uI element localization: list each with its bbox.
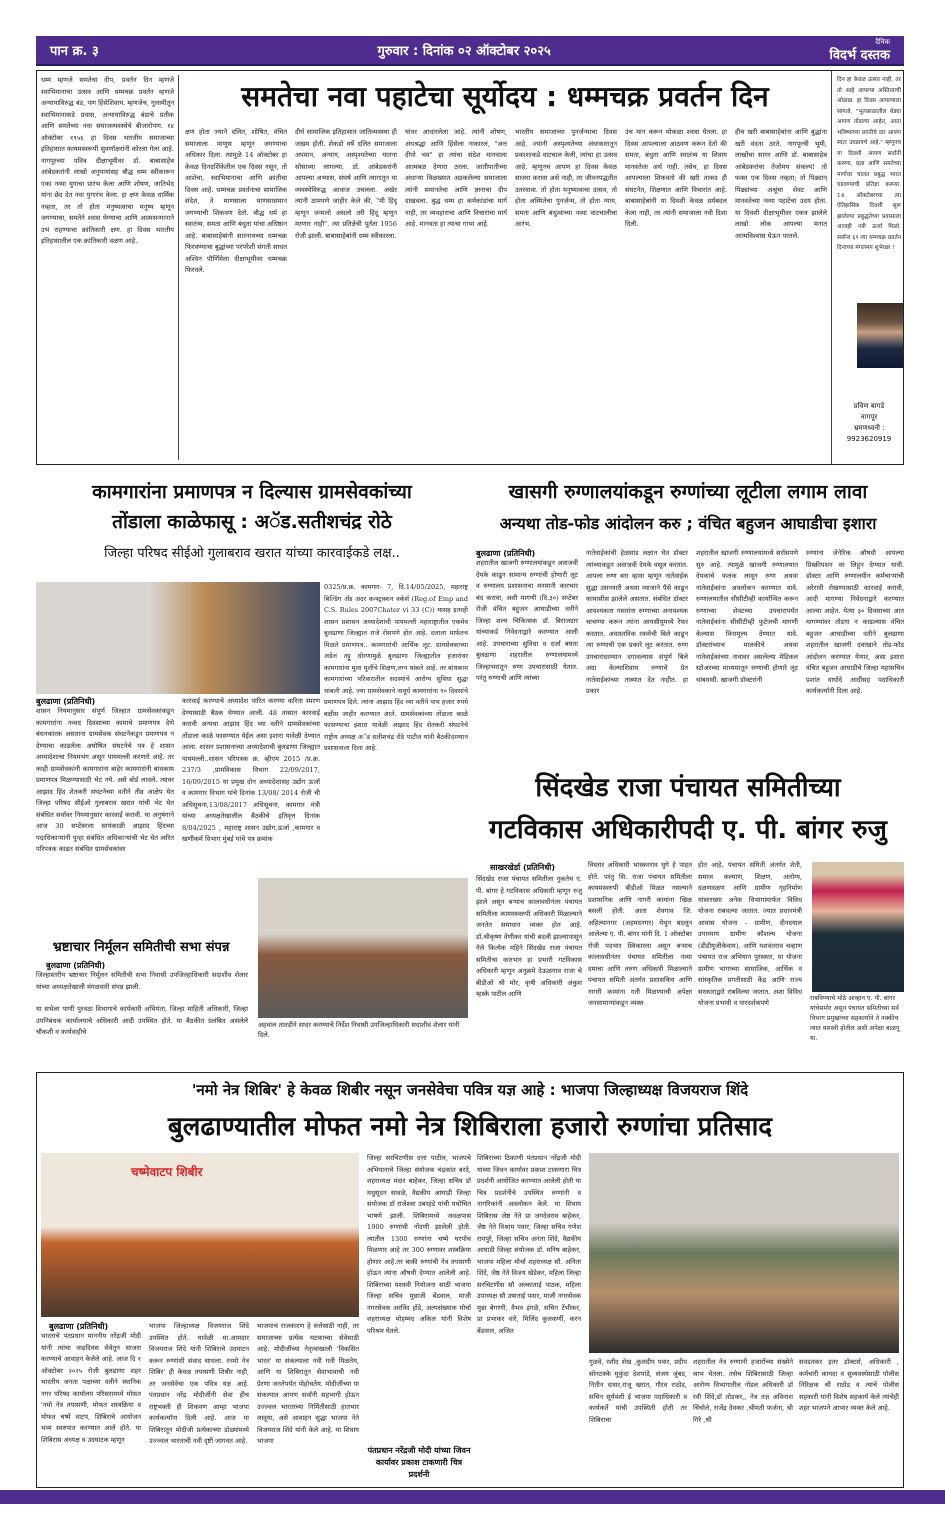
newspaper-brand	[829, 39, 890, 62]
byline: बुलढाणा (प्रतिनिधी)	[49, 1322, 109, 1331]
exhibition-title: पंतप्रधान नरेंद्रजी मोदी यांच्या जिवन कार्यावर प्रकाश टाकणारी चित्र प्रदर्शनी	[367, 1446, 471, 1479]
article-column: नातेवाईकांची हेळसांड लक्षात घेत डॉक्टर त्यांच्याकडून अवाजवी देयके वसूल करतात. आपला रुग्ण बरा व्हावा म्हणून नातेवाईक सुद्धा उसनवारी अथवा व्याजाने पैसे काढून कायासीस झालेले असतात. संबंधित डॉक्टर आवश्यकता नसतांना रुग्णाच्या अनावश्यक चाचण्या करून त्यांना आयसीयुमध्ये रेफर करतात. अवास्तविक रकमेची बिले काढून त्या रुग्णाची एक प्रकारे लूट करतात. रुग्ण उपचारादरम्यान दगावल्यास संपूर्ण बिले अदा केल्याशिवाय रुग्णाचे प्रेत नातेवाईकांच्या ताब्यात देत नाहीत. हा प्रकार	[586, 549, 688, 695]
article-column: विस्तार अधिकारी भास्करराव घुगे हे पाहत होते. परंतु सि. राजा पंचायत समितीला कायमस्वरुपी बीडीओ मिळत नसल्याने प्रशासनिक आणि नागरी कामांना खिळ बसली होती. आता शेवगाव जि. अहिल्यानगर (अहमदनगर) येथून बदलून आलेल्या ए. पी. बांगर यांनी दि. 1 ऑक्टोबर रोजी पदभार स्विकारला असून बऱ्याच कालावधीनंतर पंचायत समितीला नव्या दमाचा आणि तरुण अधिकारी मिळाल्याने पंचायत समिती अंतर्गत प्रशासकिय आणि नागरी कामांना गती मिळण्याची अपेक्षा जनसामान्यांकडून व्यक्त	[588, 861, 692, 1007]
article-column: होत आहे. पंचायत समिती अंतर्गत शेती, समाज कल्याण, शिक्षण, आरोग्य, दळणवळण आणि ग्रामीण गृहनिर्माण यांसारख्या अनेक विभागांमार्फत विविध योजना राबवल्या जातात. ज्यात प्रधानमंत्री आवास योजना - ग्रामीण, दीनदयाल उपाध्याय ग्रामीण कौशल्य योजना (डीडीयूजीकेवाय), आणि यशवंतराव चव्हाण पंचायत राज अभियान पुरस्कार, या योजना ग्रामीण भागाच्या सामाजिक, आर्थिक व सांस्कृतिक प्रगतीसाठी केंद्र आणि राज्य सरकाराद्वारे राबविल्या जातात. अशा विविध योजना प्रभावी व पारदर्शकपणे	[698, 861, 802, 1007]
headline: बुलढाण्यातील मोफत नमो नेत्र शिबिराला हजारो रुग्णांचा प्रतिसाद	[167, 1112, 773, 1142]
article-corruption-committee	[36, 938, 468, 1070]
author-phone-label: भ्रमणध्वनी :	[853, 424, 885, 432]
headline: खासगी रुग्णालयांकडून रुग्णांच्या लूटीला लगाम लावा	[508, 481, 868, 503]
masthead	[36, 36, 904, 66]
article-column: हीच खरी बाबासाहेबांना आणि बुद्धांना खरी वंदना ठरते. नागपूरची भूमी, लाखोंचा सागर आणि डॉ. बाबासाहेब आंबेडकरांचा तेजोमय संकल्प! तो फक्त एक दिवस नव्हता; तो पिढ्यान् पिढ्यांच्या अश्रूंचा शेवट आणि मानवतेच्या नव्या पहाटेचा उदय होता. या दिवशी दीक्षाभूमीवर एकत्र झालेले लाखो लोक आपल्या मनात आत्मविश्वास घेऊन परतले.	[735, 128, 827, 240]
article-photo	[36, 582, 320, 694]
article-namo-eye-camp	[36, 1072, 904, 1488]
article-column: दीर्घ सामाजिक इतिहासात जातिव्यवस्था ही जखम होती. शेकडो वर्षे दलित समाजाला अपमान, अन्याय, अस्पृश्यतेच्या यातना सोसाव्या लागल्या. डॉ. आंबेडकरांनी आपल्या अभ्यास, संघर्ष आणि त्यागातून या व्यवस्थेविरुद्ध आवाज उचलला. अखेर त्यांनी ठामपणे जाहीर केले की, "मी हिंदू म्हणून जन्मलो असलो तरी हिंदू म्हणून मरणार नाही". त्या प्रतिज्ञेची पूर्तता 1956 रोजी झाली. बाबासाहेबांनी धम्म स्वीकारला.	[295, 128, 397, 240]
article-column: शहरातील नेत्र रुग्णानी हजारोंच्या संख्येने लाभ घेतला. तसेच शिबिरासाठी जिल्हा आरोग्य विभागातील नोडल अधिकारी डॉ रवी शिंदे,डॉ तोडकर,, नेत्र तज्ञ अविनाश चिंचोले, राजेंद्र देवकर ,श्रीमती फर्जना, श्री गिरे ,श्री	[693, 1358, 793, 1424]
brand-name: विदर्भ दस्तक	[829, 47, 890, 63]
photo-caption: अहवाल तातडीने सादर करण्याचे निर्देश निवासी उपजिल्हाधिकारी सदाशीव शेलार यांनी दिले.	[258, 1021, 460, 1039]
eye-checkup-photo	[589, 1153, 899, 1353]
headline: समतेचा नवा पहाटेचा सूर्योदय : धम्मचक्र प्रवर्तन दिन	[241, 80, 769, 113]
article-column: क्षण होता ज्याने दलित, शोषित, वंचित समाजाला माणूस म्हणून जगण्याचा अधिकार दिला. त्यामुळे 14 ऑक्टोबर हा केवळ दिनदर्शिकेतील एक दिवस नसून, तो आशेचा, स्वाभिमानाचा आणि क्रांतीचा दिवस आहे. धम्मचक्र प्रवर्तनाचा सामाजिक संदेश, ते माणसाला माणसासमान जगण्याची शिकवण देतो. बौद्ध धर्म हा स्वातंत्र्य, समता आणि बंधुता यांचा अधिष्ठान आहे. बाबासाहेबांनी सारनाथच्या धम्मचक्र फिरवण्याचा बुद्धांच्या परंपरेशी संगती साधत अश्विन पौर्णिमेला दीक्षाभूमीवर धम्मचक्र फिरवले.	[185, 128, 287, 274]
issue-date: गुरुवार : दिनांक ०२ ऑक्टोबर २०२५	[377, 44, 551, 59]
article-column: गुळवे, रशीद शेख ,कुलदीप पवार, प्रदीप सोनटक्के मुकुंदा देशपांडे, संजय जुंबड, नितीन दासर,राजू खरात, गौरव राठोड, सचिन सूर्यवंशी ई भाजपा पदाधिकारी व कार्यकर्ते यांची उपस्थिती होती तर शिबिराचा	[589, 1358, 687, 1424]
article-column: भाजपा जिल्हाध्यक्ष विजयराज शिंदे उपस्थित होते. यावेळी मा.आमदार विजयराज शिंदे यांनी शिबिराचे उदघाटन करून रुग्णांशी संवाद साधला. रनमो नेत्र शिबिर' ही केवळ तपासणी शिबीर नाही, तर जनसेवेचा एक पवित्र यज्ञ आहे. पंतप्रधान नरेंद्र मोदीजींनी सेवा हीच राष्ट्रभक्ती ही शिकवण आम्हा भाजपा कार्यकर्त्यांना दिली आहे. आज या शिबिरातून मोदीजी प्रत्येकाच्या डोळ्यांमध्ये उज्ज्वल भारताची नवी दृष्टी जागवत आहे.	[149, 1322, 249, 1445]
author-name: प्रविण बागडे	[853, 402, 885, 410]
headline: अन्यथा तोड-फोड आंदोलन करु ; वंचित बहुजन आघाडीचा इशारा	[499, 514, 877, 533]
article-column: कारवाई करण्याचे अध्यादेश पारित करण्या करिता स्मरण देण्यासाठी बैठक घेण्यात आली. 48 तासात कारवाई करावी अन्यथा आझाद हिंद च्या वतीने ग्रामसेवकांच्या तोंडाला काळे फासण्यात येईल असा इशारा यावेळी देण्यात आला. शासन प्रशासनाच्या अध्यादेशाची बुलढाणा जिल्ह्यात पायमल्ली..शासन परिपत्रक क्र. व्हीएम 2015 /प्र.क्र. 237/3 ,प्रामविकास विभाग 22/09/2017, 16/09/2015 या प्रमुख दोन अध्यादेशासह उद्योग ऊर्जा व कामगार विभाग यांचे दिनांक 13/08/ 2014 रोजी ची अधिसूचना,13/08/2017 अधिसूचना, कामगार मंत्री यांच्या अध्यक्षतेखालील बैठकीचे इतिवृत्त दिनांक 8/04/2025 , महाराष्ट्र शासन उद्योग,ऊर्जा ,कामगार व खणीकर्म विभाग मुंबई यांचे पत्र क्रमांक	[182, 697, 320, 843]
byline: बुलढाणा (प्रतिनिधी)	[36, 697, 96, 706]
byline: बुलढाणा (प्रतिनिधी)	[46, 961, 106, 970]
officer-photo	[812, 862, 904, 992]
author-phone: 9923620919	[846, 435, 892, 443]
article-column: या सभेला पाणी पुरवठा विभागाचे कार्यकारी अभियंता, जिल्हा माहिती अधिकारी, जिल्हा उपनिबंधक कार्यालयाचे अधिकारी आदी उपस्थित होते. या बैठकीत प्रलंबित असलेले चौकशी व कार्यवाहीचे	[36, 1005, 248, 1036]
article-column: 0325/प्र.क्र. कामगार- 7, दि.14/05/2025, महाराष्ट्र बिल्डिंग अँड अदर कन्स्ट्रक्शन वर्कर्स (Reg.of Emp and C.S. Rules 2007Chater vi 33 (C)) यासह इतरही शासन प्रशासन अध्यादेशांची पायमल्ली महाराष्ट्रातील एकमेव बुलढाणा जिल्ह्यात राजे रोसपणे होत आहे. दलाला मार्फतच मिळते प्रमाणपत्र.. कामगारांची आर्थिक लूट. ग्रामसेवकांच्या अडेल तट्टू धोरणामुळे बुलढाणा जिल्ह्यातील हजारांवर कामगारांना मुला मुलींचे शिक्षण,लग्न थांबले आहे. तर बांधकाम कामगारांच्या परिवारातील सदस्यांचे आरोग्य सुविधा सुद्धा थांबली आहे. ज्या ग्रामसेवकाने नावूर्ध कामगारांना ९० दिवसांचे प्रमाणपत्र दिले. त्यांना आझाद हिंद च्या वतीने पाच हजार रुपये बक्षीस जाहीर करण्यात आले. ग्रामसेवकांच्या तोंडाला काळे फासण्याचा इशारा यावेळी आझाद हिंद शेतकरी संघटनेचे राष्ट्रीय अध्यक्ष अॅड सतीशचंद्र रोठे पाटील यांनी बैठकीदरम्यान प्रशासनाला दिला आहे.	[324, 583, 468, 752]
headline: गटविकास अधिकारीपदी ए. पी. बांगर रुजु	[489, 815, 887, 845]
headline: कामगारांना प्रमाणपत्र न दिल्यास ग्रामसेवकांच्या	[92, 481, 412, 503]
article-gramsevak	[36, 478, 468, 878]
headline: तोंडाला काळेफासू : अॅड.सतीशचंद्र रोठे	[112, 511, 392, 533]
headline: सिंदखेड राजा पंचायत समितीच्या	[535, 773, 841, 803]
eye-camp-photo	[41, 1153, 359, 1317]
author-photo	[857, 303, 903, 368]
article-column: रुग्णांना जेनेरिक औषधी आपल्या प्रिस्क्रीपशन वर लिहून देण्यात यावी. डॉक्टर आणि रुग्णालयीन कर्मचाऱ्यांची अरेरावी रोखण्यासाठी कारवाई करावी, आदी मागण्या निवेदनाद्वारे करण्यात आल्या आहेत. येत्या ३० दिवसाच्या आत मागण्यांवर तोडगा न काढल्यास वंचित बहुजन आघाडीच्या वतीने बुलढाणा शहरातील खाजगी दवाखाने तोड-फोड आंदोलन करण्यात येणार, असा इशारा वंचित बहुजन आघाडीचे जिल्हा महासचिव प्रशांत वाघोदे आदींसह पदाधिकारी कार्यकर्त्यांनी दिला आहे.	[806, 549, 904, 695]
article-column: सवडतकर इतर डॉक्टर्स, अधिकारी , कर्मचारी कायदा व सुव्यवस्थेसाठी पोलीस निरिक्षक श्री राठोड व त्यांचे पोलीस सहकारी यांनी विशेष सहकार्य केले त्यांचेही शहर भाजपने आभार व्यक्त केले आहे.	[799, 1358, 899, 1412]
article-dhammachakra	[36, 70, 904, 465]
banner-text: चष्मेवाटप शिबीर	[131, 1165, 203, 1179]
article-column: भारतीय समाजाच्या पुनर्जन्माचा दिवस आहे. ज्यांनी अस्पृश्यतेच्या अंधःकारातून प्रकाशाकडे वाटचाल केली, त्यांचा हा उत्सव आहे. म्हणूनच आपण हा दिवस केवळ साजरा करावा असे नाही, तर जीवनपद्धतीत उतरवावा. तो होता मनुष्यत्वाचा उत्सव, तो होता अस्मितेचा पुनर्जन्म, तो होता न्याय, समता आणि बंधुत्वाच्या नव्या वाटचालीचा आरंभ.	[515, 128, 617, 228]
article-column: शहरातील खाजगी रुग्णालयांमध्ये सर्रासपणे सुरु आहे. त्यामुळे खाजगी रुग्णालयात देयकाचे फलक लावून रुग्ण अथवा नातेवाईकांना अवलोकन करण्यात यावे. रुग्णालयातील सीसीटीव्ही कार्यान्वित करून रुग्णाच्या शेवटच्या उपचारापर्यंत नातेवाईकांना सीसीटीव्ही फुटेजची मागणी केल्यास विनामूल्य देण्यात यावे. डॉक्टरांच्याच मालकीचे अथवा नातेवाईकांच्या नावावर असलेल्या मेडिकल स्टोअरच्या माध्यमातून रुग्णाची होणारे लूट थांबवावी. खाजगी डॉक्टरांनी	[696, 549, 798, 684]
article-column: जिल्हास्तरीय भ्रष्टाचार निर्मूलन समितीची सभा निवासी उपजिल्हाधिकारी सदाशीव शेलार यांच्या अध्यक्षतेखाली मंगळवारी संपन्न झाली.	[36, 971, 248, 991]
meeting-photo	[258, 878, 468, 1018]
article-column: सिंदखेड राजा पंचायत समितीला नुकतेच ए. पी. बांगर हे गटविकास अधिकारी म्हणून रुजु झाले असून बऱ्याच कालावधीनंतर पंचायत समितीला कायमस्वरुपी अधिकारी मिळाल्याने जनतेत समाधान व्यक्त होत आहे. डॉ.श्रीकृष्ण वेणीकर यांची बदली झाल्यापासून गेले कित्येक महिने सिंदखेड राजा पंचायत समितीचा कारभार हा प्रभारी गटविकास अधिकारी म्हणून अनुक्रमे देऊळगाव राजा चे बीडीओ श्री मोर, कृषी अधिकारी अंकुश म्हस्के पाटील आणि	[476, 875, 582, 998]
article-hospital-loot	[472, 478, 904, 728]
author-block	[837, 401, 901, 445]
article-bdo-appointment	[472, 770, 904, 1070]
headline: भ्रष्टाचार निर्मूलन समितीची सभा संपन्न	[52, 940, 230, 955]
article-column: भाजपाचं राजकारण हे सत्तेसाठी नाही, तर समाजाच्या प्रत्येक घटकाच्या सेवेसाठी आहे. मोदीजींच्या नेतृत्वाखाली 'विकसित भारत' या संकल्पाला नवी गती मिळतेय, आणि या शिबिरातून सेवाभावाची नवी प्रेरणा जनतेपर्यंत पोहोचतेय. मोदीजींच्या या संकल्पात आपण सर्वांनी सहभागी होऊन उज्ज्वल भारताच्या निर्मितीसाठी हातभार लावूया, असे आवाहन सुद्धा भाजपा नेते विजयराज शिंदे यांनी केले आहे. या शिवाय भाजपा	[257, 1322, 359, 1445]
article-column: जिल्हा सरचिटणीस दत्ता पाटील, भाजपचे अभियानाचे जिल्हा संयोजक चंद्रकांत बरदे, शहराध्यक्ष मंदार बाहेकर, जिल्हा सचिव डॉ मधुसूदन सावळे, वैद्यकीय आघाडी जिल्हा संयोजक डॉ राजेश्वर उबरहंडे यांची यथोचित भाषणे झाली. शिबिरामध्ये जवळपास 1900 रुग्णांची नोंदणी झालेली होती. त्यातील 1300 रुग्णांना चष्मे घरपोच मिळणार आहे तर 300 रुग्णावर शस्त्रक्रिया होणार आहे.तर बाकी रुग्णांची नेत्र तपासणी होऊन त्यांना औषधी देण्यात आलेली आहे. शिबिराच्या यशस्वी नियोजना साठी भाजपा जिल्हा सचिव मुन्नाजी बेंडवाल, माजी नगरसेवक अरविंद होंडे, अल्पसंख्याक मोर्चा शहराध्यक्ष मोहम्मद अकिल यांनी विशेष परिश्रम घेतले.	[367, 1154, 471, 1335]
article-column: यांवर आधारलेला आहे. त्यांनी शोषण, अंधश्रद्धा आणि हिंसेला नाकारलं, "अत्त दीपो भव" हा त्यांचा संदेश मानवाला आत्मबळ देणारा ठरला. जातीपातीच्या अंधाऱ्या विळख्यात अडकलेल्या समाजाला त्यांनी समानतेचा आणि ज्ञानाचा दीप दाखवला. बुद्ध धम्म हा कर्मकांडांचा मार्ग नाही, तर व्यवहाराचा आणि विचारांचा मार्ग आहे. मानवता हा त्याचा गाभा आहे.	[405, 128, 507, 228]
article-column: उंच मान करून मोकळा श्वास घेतला. हा दिवस आपल्याला आठवण करून देतो की समता, बंधुता आणि स्वातंत्र्य या शिवाय मानवतेला अर्थ नाही. तसेच, हा दिवस आपल्याला शिकवतो की खरी ताकद ही संघटनेत, शिक्षणात आणि विचारांत आहे. बाबासाहेबांनी या दिवशी केवळ धर्मबदल केला नाही, तर त्यांनी समाजाला नवी दिशा दिली.	[625, 128, 727, 228]
page-number: पान क्र. ३	[50, 44, 99, 59]
subheadline: जिल्हा परिषद सीईओ गुलाबराव खरात यांच्या कारवाईकडे लक्ष..	[104, 546, 400, 561]
photo-caption: राबविण्याचे मोठे आव्हान ए. पी. बांगर यांचेसमोर असून पंचायत समितीच्या सर्व विभाग प्रमुखांच्या सहकार्याने ते नक्कीच त्यात यशस्वी होतील अशी अपेक्षा बाळगू या.	[810, 995, 900, 1042]
article-column: शासन नियमानुसार संपूर्ण जिल्हात ग्रामसेवकांकडून कामगारांना नव्वद दिवसाच्या कामाचे प्रमाणपत्र देणे बंधनकारक असताना ग्रामसेवक संघटनेकडून प्रमाणपत्र न देण्याचा काढलेला अघोषित संघटनेचे पत्र हे शासन अध्यादेशाचा नियमभंग असून पायमल्ली करणारे आहे. तर काही ग्रामसेवकांनी कामगारांना बाहेर कामगारांनी बांधकाम प्रमाणपत्र मिळण्यासाठी भेट नये. असे बोर्ड लावले. त्यावर आझाद हिंद शेतकरी संघटनेच्या वतीने तीव्र आक्षेप घेत जिल्हा परिषद सीईओ गुलाबराव खरात यांची भेट घेत संबंधित सर्वावर नियमानुसार कारवाई करावी. या अनुषंगाने आज 30 सप्टेंबरला सायंकाळी आझाद हिंदच्या पदाधिकाऱ्यांनी पुन्हा संबंधित अधिकाऱ्यांची भेट घेत त्वरित परिपत्रक काढत संबंधित ग्रामसेवकांवर	[36, 707, 174, 853]
author-city: नागपूर	[860, 413, 878, 421]
article-column: धम्म म्हणजे समतेचा दीप, प्रवर्तन दिन म्हणजे स्वाभिमानाचा उत्सव आणि धम्मचक्र प्रवर्तन म्हणजे अन्यायाविरुद्ध बंड, पण हिंसेशिवाय. म्हणजेच, गुलामीतून स्वाभिमानाकडे प्रवास, अन्यायाविरुद्ध बंडाचे प्रतीक आणि समतेच्या नवा समाजव्यवस्थेचे बीजारोपण. १४ ऑक्टोबर १९५६ हा दिवस भारतीय समाजाच्या इतिहासात कायमस्वरूपी सुवर्णाक्षरांनी कोरला गेला आहे. नागपूरच्या पवित्र दीक्षाभूमीवर डॉ. बाबासाहेब आंबेडकरांनी लाखो अनुयायांसह बौद्ध धम्म स्वीकारून एका नव्या युगाचा प्रारंभ केला आणि शोषण, जातिभेद यांना छेद देत नवा युगारंभ केला. हा क्षण केवळ धार्मिक नव्हता, तर तो होता मनुष्यत्वाचा मनुष्य म्हणून जगण्याचा, समतेने श्वास घेण्याचा आणि आत्मसन्मानाने उभं राहण्याचा क्रांतिकारी क्षण. हा दिवस भारतीय इतिहासातील एक क्रांतिकारी वळण आहे.	[41, 75, 179, 460]
article-column: भारताचे पंतप्रधान माननीय नरेंद्रजी मोदी यांनी त्यांचा वाढदिवस सेवेतून साजरा करण्याचे आवाहन केलेले आहे. आज दि १ ऑक्टोबर २०२५ रोजी बुलढाणा शहर भारतीय जनता पक्षाच्या वतीने स्थानिक नगर परिषद कार्यालय परिसरामध्ये मोफत 'नमो नेत्र तपासणी, मोफत शस्त्रक्रिया व मोफत चष्मे वाटप, शिबिराचे आयोजन भव्य स्वरुपात करण्यात आले होते. या शिबिरास अध्यक्ष व उदघाटक म्हणून	[41, 1332, 141, 1444]
footer-bar	[0, 1490, 945, 1504]
article-column: दिन हा केवळ उत्सव नाही, तर तो आहे आपल्या अस्तित्वाची ओळख. हा दिवस आपल्याला सांगतो, "भूतकाळातील बेड्या आपण तोडल्या आहेत, आता भविष्याच्या प्रगतीचे दार आपण स्वतः उघडायचे आहे." म्हणूनच या दिवशी आपण सर्वांनी करुणा, प्रज्ञा आणि समतेच्या मार्गावर चालत प्रबुद्ध भारत घडवण्याची प्रतिज्ञा करूया. 14 ऑक्टोबरच्या त्या ऐतिहासिक दिवशी सुरू झालेल्या प्रबुद्धतेच्या प्रवासाला आजही नवी ऊर्जा मिळो. सर्वांना ६९ व्या धम्मचक्र प्रवर्तन दिनाच्या मंगलमय शुभेच्छा !	[837, 77, 901, 251]
brand-small: दैनिक	[875, 37, 890, 46]
headline: 'नमो नेत्र शिबिर' हे केवळ शिबीर नसून जनसेवेचा पवित्र यज्ञ आहे : भाजपा जिल्हाध्यक्ष विजयराज शिंदे	[191, 1081, 749, 1099]
article-column: शिबिराच्या ठिकाणी पंतप्रधान नरेंद्रजी मोदी यांच्या जिवन कार्यावर प्रकाश टाकणारा चित्र प्रदर्शनी आयोजित करण्यात आलेली होती या चित्र प्रदर्शनीचे उपस्थित रुग्णांनी व नागरिकांनी अवलोकन केले. या शिवाय शिबिरास जेष्ठ नेते प्रा जगदेवराव बाहेकर, जेष्ठ नेते विश्राम पवार, जिल्हा सचिव गणेश रायपुरे, जिल्हा सचिव अनंता शिंदे, वैद्यकीय आघाडी जिल्हा संयोजक डॉ. मनिष बाहेकर, भाजपा महिला मोर्चा शहराध्यक्ष सौ. अनिता शिंदे, जेष्ठ नेते विजय खेडेकर, महिला जिल्हा सरचिटणीस सौ अल्काताई पाठक, महिला उपाध्यक्ष सौ उषाताई पवार, माजी नगरसेवक मुन्ना बेगाणी, वैभव इंगळे, सचिन टेंभीकर, प्रा प्रभाकर वारे, मिलिंद कुलकर्णी, करन बेंडवाल, अजित	[477, 1154, 581, 1335]
byline: साखरखेर्डा (प्रतिनिधी)	[490, 863, 555, 872]
byline: बुलढाणा (प्रतिनिधी)	[476, 549, 536, 558]
article-column: शहरातील खाजगी रुग्णालयांकडून अवाजवी देयके काढून सामान्य रुग्णांची होणारी लूट व रुग्णालय प्रशासनाचा मनमानी कारभार बंद करावा, अशी मागणी (दि.३०) सप्टेंबर रोजी वंचित बहुजन आघाडीच्या वतीने जिल्हा शल्य चिकित्सक डॉ. बिराजदार यांच्याकडे निवेदनाद्वारे करण्यात आली आहे. उपचाराच्या सुविधा व दर्जा बघता बुलढाणा शहरातील रुग्णालयामध्ये जिल्हाभरातून रुग्ण उपचारासाठी येतात. परंतु रुग्णाची आणि त्यांच्या	[476, 559, 578, 682]
